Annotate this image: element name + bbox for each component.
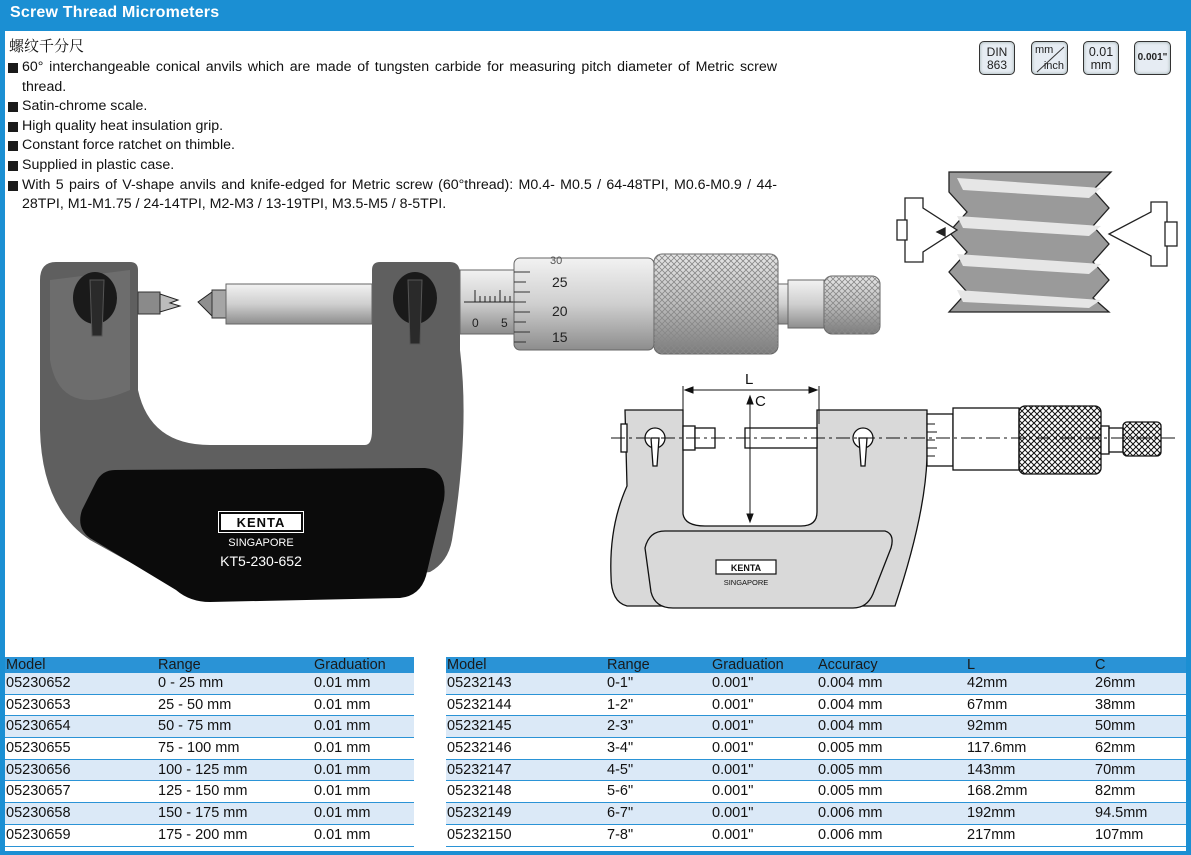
cell-model: 05230657 xyxy=(5,781,157,803)
cell-l: 67mm xyxy=(966,694,1094,716)
cell-range: 0 - 25 mm xyxy=(157,673,313,694)
table-row xyxy=(5,673,414,694)
cell-range: 175 - 200 mm xyxy=(157,824,313,846)
cell-range: 3-4" xyxy=(606,738,711,760)
table-header-row xyxy=(5,657,414,673)
cell-model: 05232148 xyxy=(446,781,606,803)
col-header-graduation: Graduation xyxy=(711,657,817,673)
din-label: DIN xyxy=(986,45,1008,59)
label-l: L xyxy=(745,371,754,388)
table-row xyxy=(5,803,414,825)
cell-accuracy: 0.004 mm xyxy=(817,716,966,738)
resolution-unit: mm xyxy=(1090,58,1112,72)
din-badge xyxy=(979,41,1015,75)
drawing-logo xyxy=(716,560,776,574)
din-number: 863 xyxy=(986,58,1008,72)
table-row xyxy=(5,824,414,846)
col-header-range: Range xyxy=(157,657,313,673)
cell-c: 38mm xyxy=(1094,694,1186,716)
cell-graduation: 0.001" xyxy=(711,824,817,846)
cell-model: 05232150 xyxy=(446,824,606,846)
inch-model-table xyxy=(446,657,1186,847)
cell-accuracy: 0.004 mm xyxy=(817,673,966,694)
spindle xyxy=(198,284,372,324)
cell-model: 05232145 xyxy=(446,716,606,738)
thimble-scale-20: 20 xyxy=(552,303,568,319)
cell-graduation: 0.01 mm xyxy=(313,716,414,738)
cell-range: 7-8" xyxy=(606,824,711,846)
cell-model: 05230659 xyxy=(5,824,157,846)
cell-graduation: 0.001" xyxy=(711,738,817,760)
unit-mm-label: mm xyxy=(1035,44,1054,56)
table-row xyxy=(446,759,1186,781)
cell-range: 6-7" xyxy=(606,803,711,825)
drawing-origin-text: SINGAPORE xyxy=(723,578,769,587)
thimble xyxy=(514,254,778,354)
cell-model: 05230652 xyxy=(5,673,157,694)
cell-l: 42mm xyxy=(966,673,1094,694)
cell-accuracy: 0.005 mm xyxy=(817,759,966,781)
resolution-badge xyxy=(1083,41,1119,75)
dimension-l xyxy=(683,386,819,424)
model-code-text: KT5-230-652 xyxy=(220,553,302,569)
cell-graduation: 0.01 mm xyxy=(313,738,414,760)
cell-c: 62mm xyxy=(1094,738,1186,760)
inch-resolution-badge xyxy=(1134,41,1171,75)
cell-range: 1-2" xyxy=(606,694,711,716)
feature-item: Constant force ratchet on thimble. xyxy=(7,136,777,156)
col-header-accuracy: Accuracy xyxy=(817,657,966,673)
table-header-row xyxy=(446,657,1186,673)
feature-list xyxy=(7,58,777,215)
fixed-anvil xyxy=(138,292,180,314)
col-header-model: Model xyxy=(5,657,157,673)
col-header-graduation: Graduation xyxy=(313,657,414,673)
sleeve-scale-0: 0 xyxy=(472,316,479,330)
cell-range: 150 - 175 mm xyxy=(157,803,313,825)
feature-item: Satin-chrome scale. xyxy=(7,97,777,117)
cell-range: 2-3" xyxy=(606,716,711,738)
table-row xyxy=(446,716,1186,738)
table-row xyxy=(5,759,414,781)
cell-c: 107mm xyxy=(1094,824,1186,846)
table-row xyxy=(446,694,1186,716)
cell-model: 05230656 xyxy=(5,759,157,781)
col-header-c: C xyxy=(1094,657,1186,673)
chinese-subtitle: 螺纹千分尺 xyxy=(9,38,85,55)
col-header-range: Range xyxy=(606,657,711,673)
table-row xyxy=(446,803,1186,825)
cell-c: 94.5mm xyxy=(1094,803,1186,825)
cell-graduation: 0.01 mm xyxy=(313,673,414,694)
cell-graduation: 0.001" xyxy=(711,716,817,738)
cell-range: 5-6" xyxy=(606,781,711,803)
cell-accuracy: 0.006 mm xyxy=(817,803,966,825)
cell-range: 50 - 75 mm xyxy=(157,716,313,738)
cell-range: 4-5" xyxy=(606,759,711,781)
cell-l: 192mm xyxy=(966,803,1094,825)
thimble-scale-25: 25 xyxy=(552,274,568,290)
cell-model: 05232146 xyxy=(446,738,606,760)
table-row xyxy=(446,673,1186,694)
cell-graduation: 0.01 mm xyxy=(313,759,414,781)
cell-model: 05230658 xyxy=(5,803,157,825)
cell-graduation: 0.01 mm xyxy=(313,824,414,846)
unit-switch-badge xyxy=(1031,41,1068,75)
cell-graduation: 0.01 mm xyxy=(313,803,414,825)
cell-l: 217mm xyxy=(966,824,1094,846)
cell-graduation: 0.001" xyxy=(711,694,817,716)
cell-l: 92mm xyxy=(966,716,1094,738)
cell-range: 0-1" xyxy=(606,673,711,694)
table-row xyxy=(446,738,1186,760)
cell-c: 82mm xyxy=(1094,781,1186,803)
cell-model: 05230653 xyxy=(5,694,157,716)
table-row xyxy=(5,694,414,716)
feature-item: High quality heat insulation grip. xyxy=(7,117,777,137)
feature-item: 60° interchangeable conical anvils which are made of tungsten carbide for measuring pitch diameter of Metric screw thread. xyxy=(7,58,777,97)
cell-range: 125 - 150 mm xyxy=(157,781,313,803)
col-header-l: L xyxy=(966,657,1094,673)
cell-model: 05232143 xyxy=(446,673,606,694)
cell-accuracy: 0.004 mm xyxy=(817,694,966,716)
cell-graduation: 0.01 mm xyxy=(313,781,414,803)
table-row xyxy=(446,781,1186,803)
cell-l: 117.6mm xyxy=(966,738,1094,760)
origin-text: SINGAPORE xyxy=(228,537,294,549)
ratchet-stop xyxy=(778,276,880,334)
table-row xyxy=(5,716,414,738)
cell-graduation: 0.01 mm xyxy=(313,694,414,716)
table-row xyxy=(446,824,1186,846)
drawing-brand-name: KENTA xyxy=(730,563,762,573)
cell-graduation: 0.001" xyxy=(711,759,817,781)
cell-range: 100 - 125 mm xyxy=(157,759,313,781)
table-row xyxy=(5,738,414,760)
cell-model: 05232149 xyxy=(446,803,606,825)
cell-c: 26mm xyxy=(1094,673,1186,694)
cell-model: 05232147 xyxy=(446,759,606,781)
feature-item: Supplied in plastic case. xyxy=(7,156,777,176)
brand-logo xyxy=(217,510,305,534)
cell-range: 25 - 50 mm xyxy=(157,694,313,716)
cell-graduation: 0.001" xyxy=(711,781,817,803)
cell-accuracy: 0.006 mm xyxy=(817,824,966,846)
thread-anvil-illustration xyxy=(893,168,1185,314)
table-row xyxy=(5,781,414,803)
sleeve xyxy=(460,270,520,334)
cell-model: 05230655 xyxy=(5,738,157,760)
thimble-scale-15: 15 xyxy=(552,329,568,345)
page-title: Screw Thread Micrometers xyxy=(10,4,220,21)
cell-c: 70mm xyxy=(1094,759,1186,781)
cell-model: 05232144 xyxy=(446,694,606,716)
label-c: C xyxy=(755,393,766,410)
cell-c: 50mm xyxy=(1094,716,1186,738)
metric-model-table xyxy=(5,657,414,847)
thimble-scale-30: 30 xyxy=(550,255,563,267)
brand-name: KENTA xyxy=(236,515,286,530)
cell-graduation: 0.001" xyxy=(711,803,817,825)
cell-range: 75 - 100 mm xyxy=(157,738,313,760)
cell-model: 05230654 xyxy=(5,716,157,738)
cell-graduation: 0.001" xyxy=(711,673,817,694)
cell-accuracy: 0.005 mm xyxy=(817,738,966,760)
sleeve-scale-5: 5 xyxy=(501,316,508,330)
dimension-c xyxy=(747,396,753,522)
inch-resolution-value: 0.001" xyxy=(1137,52,1168,63)
dimension-drawing xyxy=(605,366,1180,616)
unit-inch-label: inch xyxy=(1043,60,1064,72)
col-header-model: Model xyxy=(446,657,606,673)
cell-l: 143mm xyxy=(966,759,1094,781)
feature-item: With 5 pairs of V-shape anvils and knife-edged for Metric screw (60°thread): M0.4- M0.5 / 64-48TPI, M0.6-M0.9 / 44-28TPI, M1-M1.75 / 24-14TPI, M2-M3 / 13-19TPI, M3.5-M5 / 8-5TPI. xyxy=(7,176,777,215)
cell-accuracy: 0.005 mm xyxy=(817,781,966,803)
cell-l: 168.2mm xyxy=(966,781,1094,803)
resolution-value: 0.01 xyxy=(1088,45,1114,59)
